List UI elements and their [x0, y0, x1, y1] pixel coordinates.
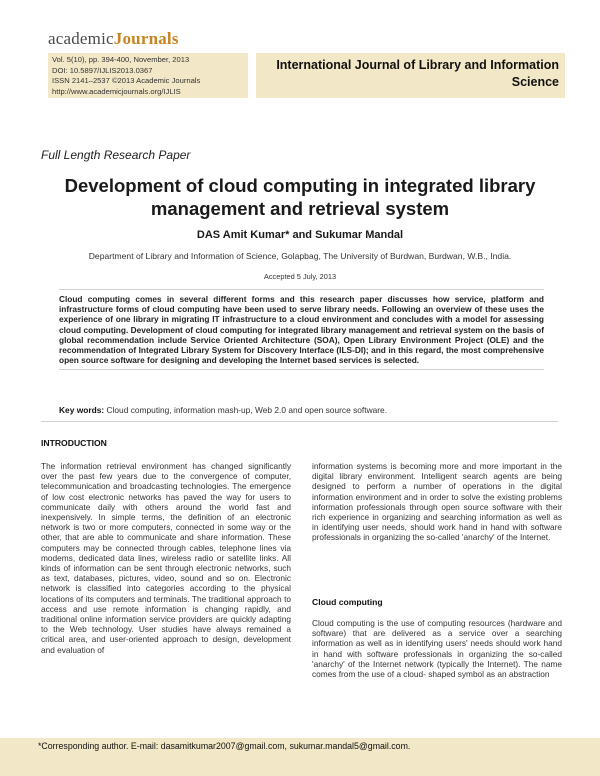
- introduction-heading: INTRODUCTION: [41, 438, 107, 448]
- article-title: Development of cloud computing in integrated library management and retrieval system: [64, 175, 536, 219]
- logo-text-academic: academic: [48, 29, 114, 48]
- journal-url-link[interactable]: http://www.academicjournals.org/IJLIS: [52, 86, 181, 96]
- paper-type-label: Full Length Research Paper: [41, 148, 191, 162]
- section-divider: [41, 421, 558, 422]
- footer-band: [0, 738, 600, 776]
- keywords-list: Cloud computing, information mash-up, Web 2.0 and open source software.: [106, 405, 388, 415]
- volume-line: Vol. 5(10), pp. 394-400, November, 2013: [52, 55, 190, 64]
- keywords-label: Key words:: [59, 405, 105, 415]
- logo-text-journals: Journals: [113, 29, 179, 48]
- journal-title: International Journal of Library and Information Science: [256, 53, 565, 98]
- abstract: Cloud computing comes in several different forms and this research paper discusses how service, platform and infrastructure forms of cloud computing have been used to serve library needs. Following an overview of these uses the experience of one library in migrating IT infrastructure to a cloud environment and concludes with a model for assessing cloud computing. Development of cloud computing for integrated library management and retrieval system on the basis of global recommendation include Service Oriented Architecture (SOA), Open Library Environment Project (OLE) and the recommendation of Integrated Library System for Discovery Interface (ILS-DI); and in this regard, the most comprehensive open source software for designing and developing the Internet based services is selected.: [59, 289, 544, 370]
- introduction-text-left: The information retrieval environment has changed significantly over the past few years due to the convergence of computer, telecommunication and broadcasting technologies. The emergence of low cost electronic networks has paved the way for users to communicate daily with others around the world fast and inexpensively. In simple terms, the definition of an electronic network is two or more computers, connected in some way or the other, that are able to communicate and share information. These computers may be connected through cables, telephone lines via modems, dedicated data lines, wireless radio or satellite links. All kinds of information can be sent through electronic networks, such as text, databases, pictures, video, sound and so on. Electronic network is classified into categories according to the physical locations of its computers and terminals. The traditional approach to access and use remote information is changing rapidly, and traditional online information service providers are quickly adapting to the Web technology. User studies have always remained a critical area, and user-oriented approach to design, development and evaluation of: [41, 461, 291, 655]
- issn-line: ISSN 2141–2537 ©2013 Academic Journals: [52, 76, 201, 86]
- publisher-logo: [48, 30, 179, 47]
- cloud-computing-text: Cloud computing is the use of computing resources (hardware and software) that are delivered as a service over a searching information as well as in identifying users' needs should work hand in hand with software professionals in organizing the so-called 'anarchy' of the Internet network (typically the Internet). The name comes from the use of a cloud- shaped symbol as an abstraction: [312, 618, 562, 680]
- keywords: [59, 405, 544, 415]
- cloud-computing-heading: Cloud computing: [312, 597, 383, 607]
- citation-info-box: [48, 53, 248, 98]
- introduction-text-right: information systems is becoming more and more important in the digital library environment. Intelligent search agents are being designed to perform a number of operations in the digital information environment and in order to solve the existing problems information professionals through open source software with their rich experience in organizing and searching information as well as in identifying user needs, should work hand in hand with software professionals in organizing the so-called 'anarchy' of the Internet.: [312, 461, 562, 543]
- author-affiliation: Department of Library and Information of Science, Golapbag, The University of Burdwan, Burdwan, W.B., India.: [88, 251, 512, 261]
- doi-line: DOI: 10.5897/IJLIS2013.0367: [52, 65, 153, 75]
- accepted-date: Accepted 5 July, 2013: [263, 272, 337, 281]
- article-authors: DAS Amit Kumar* and Sukumar Mandal: [196, 229, 404, 241]
- corresponding-author-note: *Corresponding author. E-mail: dasamitkumar2007@gmail.com, sukumar.mandal5@gmail.com.: [38, 741, 411, 751]
